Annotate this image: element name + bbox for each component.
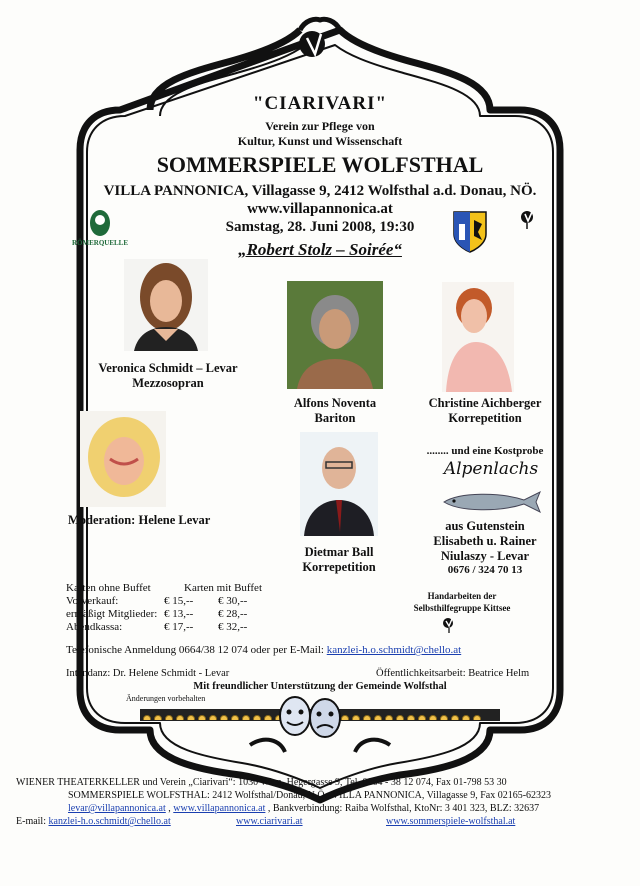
performer-role: Korrepetition — [302, 560, 376, 574]
performer-role: Bariton — [314, 411, 356, 425]
photo-helene — [80, 411, 166, 507]
director-credit: Intendanz: Dr. Helene Schmidt - Levar — [66, 668, 230, 679]
ticket-col2-header: Karten mit Buffet — [184, 582, 262, 594]
tasting-phone: 0676 / 324 70 13 — [447, 564, 523, 576]
ticket-price-without: € 17,-- — [164, 621, 194, 633]
tasting-heading: ........ und eine Kostprobe — [426, 445, 544, 457]
footer-line3 — [68, 802, 628, 815]
footer-line2: SOMMERSPIELE WOLFSTHAL: 2412 Wolfsthal/Donau, N.Ö., VILLA PANNONICA, Villagasse 9, Fax 02165-62323 — [68, 790, 552, 801]
photo-alfons — [287, 281, 383, 389]
ticket-price-with: € 28,-- — [218, 608, 248, 620]
performer-name: Christine Aichberger — [428, 396, 542, 410]
footer-separator: , — [168, 803, 171, 814]
fish-icon — [440, 490, 544, 514]
venue-address: VILLA PANNONICA, Villagasse 9, 2412 Wolfsthal a.d. Donau, NÖ. — [103, 183, 537, 199]
pr-credit: Öffentlichkeitsarbeit: Beatrice Helm — [376, 668, 530, 679]
footer-line1: WIENER THEATERKELLER und Verein „Ciarivari“: 1030 Wien, Hegergasse 9, Tel. 0664 - 38 12 074, Fax 01-798 53 30 — [16, 777, 507, 788]
crafts-line1: Handarbeiten der — [427, 591, 497, 601]
footer-email2-link[interactable]: kanzlei-h.o.schmidt@chello.at — [48, 816, 171, 827]
association-line2: Kultur, Kunst und Wissenschaft — [237, 134, 403, 148]
ticket-row — [66, 595, 316, 608]
ticket-price-with: € 32,-- — [218, 621, 248, 633]
ticket-row-label: Abendkassa: — [66, 621, 123, 633]
changes-note: Änderungen vorbehalten — [126, 694, 206, 703]
small-emblem-icon — [519, 208, 537, 230]
registration-text: Telefonische Anmeldung 0664/38 12 074 oder per E-Mail: — [66, 644, 324, 656]
ticket-row — [66, 621, 316, 634]
performer-name: Dietmar Ball — [304, 545, 374, 559]
footer-sommerspiele-link[interactable]: www.sommerspiele-wolfsthal.at — [386, 816, 516, 827]
event-date: Samstag, 28. Juni 2008, 19:30 — [225, 219, 415, 235]
crafts-emblem-icon — [441, 616, 457, 634]
tasting-signature: Alpenlachs — [443, 459, 539, 479]
performer-role: Korrepetition — [448, 411, 522, 425]
footer-web3-wrap — [386, 815, 515, 828]
ticket-row — [66, 608, 316, 621]
crafts-line2: Selbsthilfegruppe Kittsee — [413, 603, 511, 613]
performer-name: Alfons Noventa — [293, 396, 377, 410]
registration-email-link[interactable]: kanzlei-h.o.schmidt@chello.at — [326, 644, 462, 656]
festival-title: SOMMERSPIELE WOLFSTHAL — [156, 152, 484, 177]
roemerquelle-label: RÖMERQUELLE — [71, 239, 128, 247]
roemerquelle-logo-icon — [80, 209, 120, 239]
coat-of-arms-icon — [452, 210, 488, 254]
theatre-masks-icon — [275, 694, 345, 740]
footer-ciarivari-link[interactable]: www.ciarivari.at — [236, 816, 303, 827]
footer-bank-info: , Bankverbindung: Raiba Wolfsthal, KtoNr: 3 401 323, BLZ: 32637 — [267, 803, 540, 814]
footer-web2-wrap — [236, 815, 303, 828]
support-credit: Mit freundlicher Unterstützung der Gemeinde Wolfsthal — [193, 681, 447, 692]
footer-email-label: E-mail: — [16, 816, 46, 827]
photo-christine — [442, 282, 514, 392]
tasting-origin: aus Gutenstein — [445, 519, 525, 533]
ticket-row-label: ermäßigt Mitglieder: — [66, 608, 158, 620]
ticket-col1-header: Karten ohne Buffet — [66, 582, 151, 594]
registration-line — [66, 644, 536, 656]
photo-dietmar — [300, 432, 378, 536]
ticket-row-label: Vorverkauf: — [66, 595, 119, 607]
association-line1: Verein zur Pflege von — [265, 119, 375, 133]
ticket-table — [66, 582, 316, 634]
photo-veronica — [124, 259, 208, 351]
ticket-price-without: € 13,-- — [164, 608, 194, 620]
performer-name: Veronica Schmidt – Levar — [98, 361, 238, 375]
tasting-producer-family: Niulaszy - Levar — [440, 549, 530, 563]
event-title: „Robert Stolz – Soirée“ — [238, 240, 402, 259]
ticket-price-with: € 30,-- — [218, 595, 248, 607]
moderator-name: Moderation: Helene Levar — [68, 513, 211, 527]
footer-email-link[interactable]: levar@villapannonica.at — [68, 803, 166, 814]
association-name: "CIARIVARI" — [252, 93, 388, 114]
top-emblem — [299, 31, 325, 57]
performer-role: Mezzosopran — [132, 376, 204, 390]
ticket-price-without: € 15,-- — [164, 595, 194, 607]
footer-website-link[interactable]: www.villapannonica.at — [173, 803, 266, 814]
tasting-producer: Elisabeth u. Rainer — [433, 534, 537, 548]
footer-line4 — [16, 815, 171, 828]
venue-website: www.villapannonica.at — [247, 201, 393, 217]
